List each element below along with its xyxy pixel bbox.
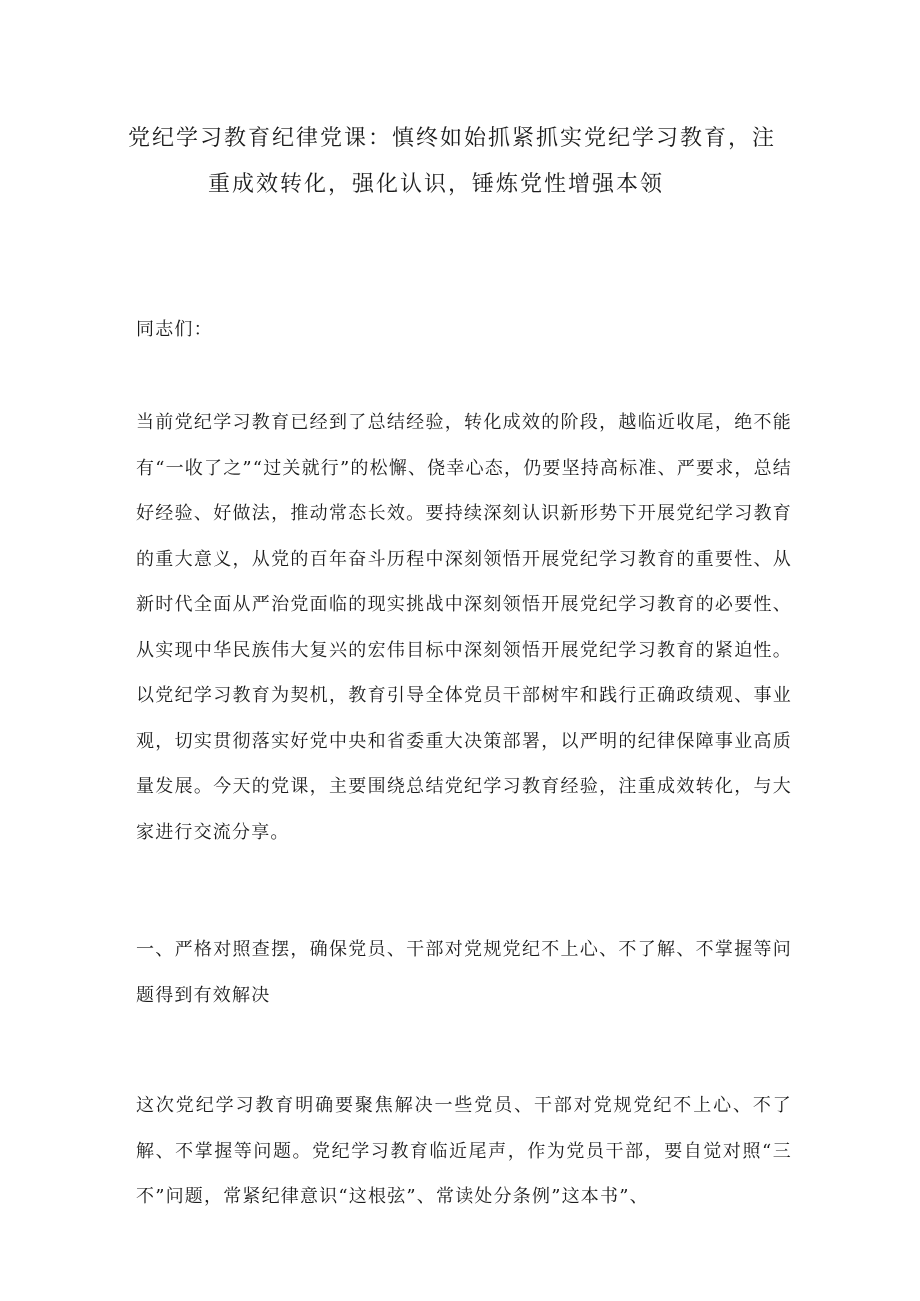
title-line-1: 党纪学习教育纪律党课：慎终如始抓紧抓实党纪学习教育，注 [128, 126, 777, 151]
title-line-2: 重成效转化，强化认识，锤炼党性增强本领 [208, 172, 665, 197]
paragraph-section-1: 这次党纪学习教育明确要聚焦解决一些党员、干部对党规党纪不上心、不了解、不掌握等问题。党纪学习教育临近尾声，作为党员干部，要自觉对照“三不”问题，常紧纪律意识“这根弦”、常读处分条例”这本书”、 [136, 1095, 792, 1207]
section-heading-1: 一、严格对照查摆，确保党员、干部对党规党纪不上心、不了解、不掌握等问题得到有效解决 [136, 939, 792, 1006]
paragraph-intro: 当前党纪学习教育已经到了总结经验，转化成效的阶段，越临近收尾，绝不能有“一收了之”“过关就行”的松懈、侥幸心态，仍要坚持高标准、严要求，总结好经验、好做法，推动常态长效。要持续深刻认识新形势下开展党纪学习教育的重大意义，从党的百年奋斗历程中深刻领悟开展党纪学习教育的重要性、从新时代全面从严治党面临的现实挑战中深刻领悟开展党纪学习教育的必要性、从实现中华民族伟大复兴的宏伟目标中深刻领悟开展党纪学习教育的紧迫性。以党纪学习教育为契机，教育引导全体党员干部树牢和践行正确政绩观、事业观，切实贯彻落实好党中央和省委重大决策部署，以严明的纪律保障事业高质量发展。今天的党课，主要围绕总结党纪学习教育经验，注重成效转化，与大家进行交流分享。 [136, 412, 793, 843]
greeting: 同志们： [136, 319, 213, 340]
document-title [128, 116, 792, 208]
